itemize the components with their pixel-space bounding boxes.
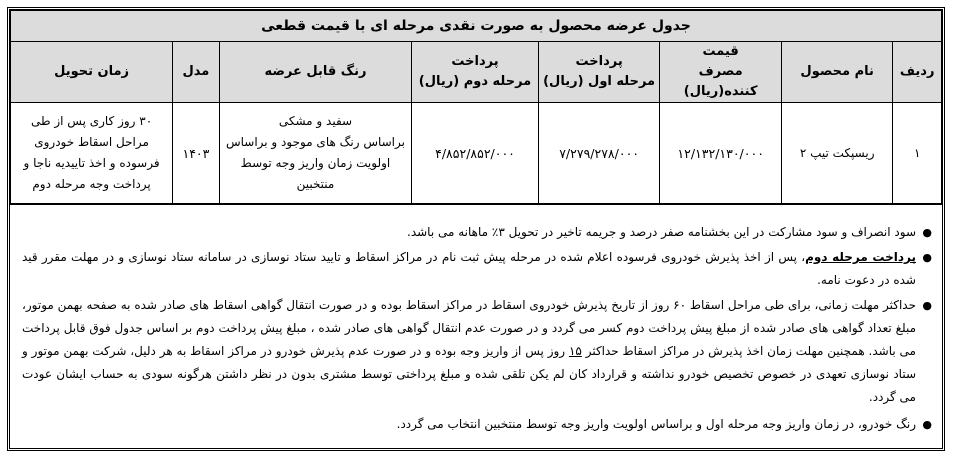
cell-delivery [11,103,173,204]
table-title: جدول عرضه محصول به صورت نقدی مرحله ای با قیمت قطعی [11,11,942,42]
price-table [10,10,942,204]
header-second-payment [412,42,539,103]
header-row-no: ردیف [893,42,942,103]
cell-model: ۱۴۰۳ [173,103,220,204]
note-text: ، پس از اخذ پذیرش خودروی فرسوده اعلام شده در مرحله پیش ثبت نام در مراکز اسقاط و تایید ستاد نوسازی در سامانه ستاد نوسازی و در مهلت مقرر قید شده در دعوت نامه. [22,250,916,287]
note-emphasis: پرداخت مرحله دوم [805,250,916,264]
document-frame [7,7,945,451]
header-pay1-line1: پرداخت [575,54,623,69]
notes-section [10,204,942,444]
cell-colors [219,103,411,204]
cell-product: ریسپکت تیپ ۲ [781,103,892,204]
delivery-line4: پرداخت وجه مرحله دوم [32,177,151,191]
header-consumer-price [660,42,782,103]
table-row [11,103,942,204]
header-first-payment [538,42,660,103]
header-product: نام محصول [781,42,892,103]
header-pay1-line2: مرحله اول (ریال) [543,74,656,89]
colors-line2: براساس رنگ های موجود و براساس [225,135,405,149]
note-text: رنگ خودرو، در زمان واریز وجه مرحله اول و براساس اولویت واریز وجه توسط منتخبین انتخاب می گردد. [396,417,916,431]
bullet-icon: ● [922,251,932,264]
header-delivery: زمان تحویل [11,42,173,103]
delivery-line3: فرسوده و اخذ تاییدیه ناجا و [23,156,160,170]
note-item [22,413,932,436]
bullet-icon: ● [922,226,932,239]
table-header-row [11,42,942,103]
note-text: حداکثر مهلت زمانی، برای طی مراحل اسقاط ۶۰ روز از تاریخ پذیرش خودروی اسقاط در مراکز اسقاط بوده و در صورت انتقال گواهی اسقاط های صادر شده به صفحه بهمن موتور، مبلغ تعداد گواهی های صادر شده از مبلغ پیش پرداخت دوم کسر می گردد و در صورت عدم انتقال گواهی های صادر شده ، مبلغ پیش پرداخت دوم بر اساس جدول فوق قابل پرداخت می باشد. همچنین مهلت زمان اخذ پذیرش در مراکز اسقاط حداکثر [22,298,917,358]
colors-line3: اولویت زمان واریز وجه توسط منتخبین [240,156,391,191]
cell-consumer-price: ۱۲/۱۳۲/۱۳۰/۰۰۰ [660,103,782,204]
bullet-icon: ● [922,299,932,312]
note-item [22,221,932,244]
cell-row-no: ۱ [893,103,942,204]
note-text: روز پس از واریز وجه بوده و در صورت عدم پذیرش خودرو در مراکز اسقاط به هر دلیل، شرکت بهمن موتور و ستاد نوسازی تعهدی در خصوص تخصیص خودرو نداشته و قرارداد کان لم یکن تلقی شده و مبلغ پرداختی توسط مشتری بدون در نظر داشتن هرگونه سودی به حساب ایشان عودت می گردد. [22,344,916,404]
note-item [22,294,932,409]
bullet-icon: ● [922,418,932,431]
cell-first-payment: ۷/۲۷۹/۲۷۸/۰۰۰ [538,103,660,204]
header-price-line1: قیمت [702,44,739,59]
header-colors: رنگ قابل عرضه [219,42,411,103]
colors-line1: سفید و مشکی [278,114,353,128]
note-text: سود انصراف و سود مشارکت در این بخشنامه صفر درصد و جریمه تاخیر در تحویل ۳٪ ماهانه می باشد. [407,225,916,239]
header-model: مدل [173,42,220,103]
note-underlined-days: ۱۵ [568,344,582,358]
header-pay2-line1: پرداخت [451,54,499,69]
header-pay2-line2: مرحله دوم (ریال) [418,74,532,89]
notes-list [22,221,932,436]
header-price-line2: مصرف کننده(ریال) [683,64,758,99]
cell-second-payment: ۴/۸۵۲/۸۵۲/۰۰۰ [412,103,539,204]
delivery-line2: مراحل اسقاط خودروی [34,135,149,149]
note-item [22,246,932,292]
delivery-line1: ۳۰ روز کاری پس از طی [30,114,153,128]
